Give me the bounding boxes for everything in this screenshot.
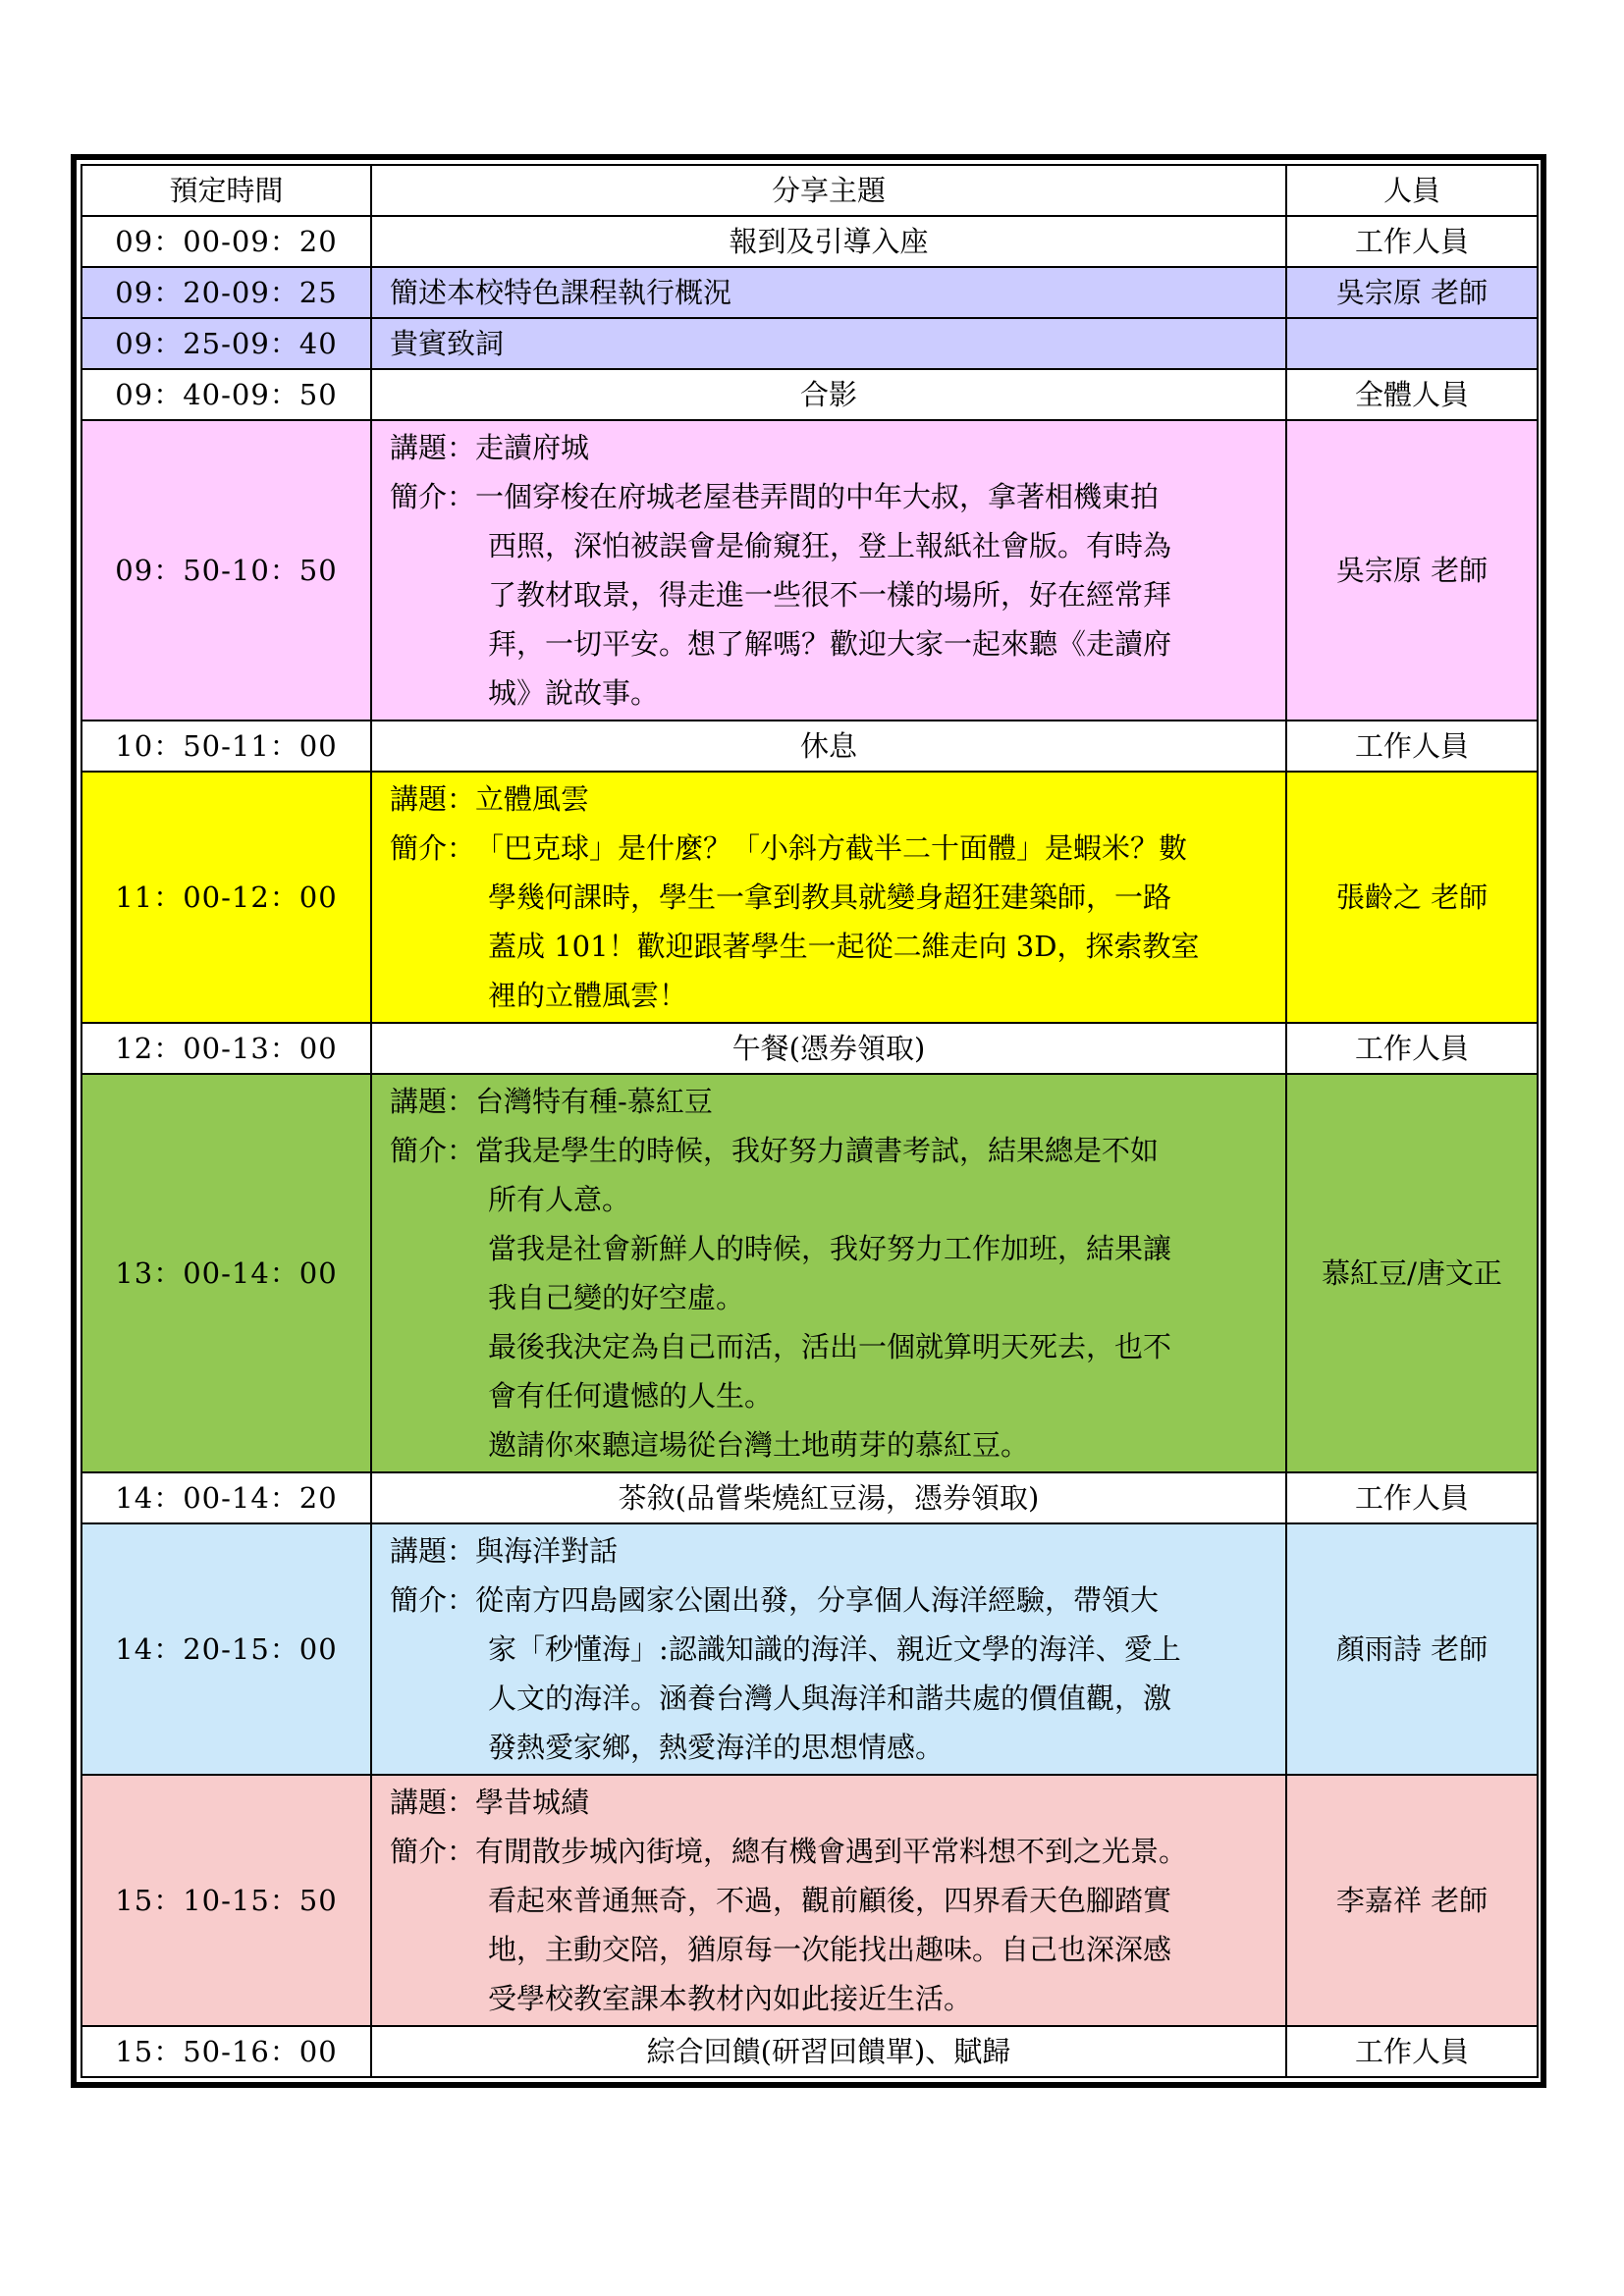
topic-cell: 綜合回饋(研習回饋單)、賦歸 [371,2026,1286,2077]
person-cell: 工作人員 [1286,1472,1538,1523]
intro-first-line: 當我是學生的時候，我好努力讀書考試，結果總是不如 [475,1134,1160,1167]
intro-line: 我自己變的好空虛。 [488,1281,745,1314]
person-cell: 工作人員 [1286,1023,1538,1074]
session-detail-cell [371,1523,1286,1775]
person-cell: 全體人員 [1286,369,1538,420]
topic-cell: 午餐(憑券領取) [371,1023,1286,1074]
header-person: 人員 [1286,165,1538,216]
topic-cell: 貴賓致詞 [371,318,1286,369]
table-row [81,1023,1538,1074]
time-cell: 10：50-11：00 [81,721,371,772]
time-cell: 09：20-09：25 [81,267,371,318]
session-title [390,1077,1272,1126]
table-row [81,267,1538,318]
time-cell: 15：10-15：50 [81,1775,371,2026]
title-text: 與海洋對話 [475,1534,619,1568]
intro-label: 簡介： [390,1583,476,1617]
intro-first-line: 從南方四島國家公園出發，分享個人海洋經驗，帶領大 [475,1583,1160,1617]
person-cell: 工作人員 [1286,216,1538,267]
schedule-frame [71,154,1546,2088]
topic-cell: 茶敘(品嘗柴燒紅豆湯，憑券領取) [371,1472,1286,1523]
table-row [81,1074,1538,1472]
intro-line: 所有人意。 [488,1183,631,1216]
session-detail-cell [371,1775,1286,2026]
title-text: 台灣特有種-慕紅豆 [475,1085,713,1118]
intro-first-line: 一個穿梭在府城老屋巷弄間的中年大叔，拿著相機東拍 [475,480,1160,513]
table-row [81,1775,1538,2026]
table-row [81,318,1538,369]
person-cell: 吳宗原 老師 [1286,267,1538,318]
intro-line: 學幾何課時，學生一拿到教具就變身超狂建築師，一路 [488,881,1172,914]
person-cell [1286,318,1538,369]
table-header-row [81,165,1538,216]
session-title [390,1778,1272,1827]
session-detail-cell [371,1074,1286,1472]
intro-label: 簡介： [390,1835,476,1868]
session-title [390,1526,1272,1575]
header-time: 預定時間 [81,165,371,216]
intro-line: 蓋成 101！歡迎跟著學生一起從二維走向 3D，探索教室 [488,930,1200,963]
session-intro [390,1827,1272,1876]
time-cell: 14：00-14：20 [81,1472,371,1523]
title-label: 講題： [390,782,476,816]
title-label: 講題： [390,1534,476,1568]
time-cell: 15：50-16：00 [81,2026,371,2077]
intro-line: 了教材取景，得走進一些很不一樣的場所，好在經常拜 [488,578,1172,612]
session-intro [390,1126,1272,1175]
topic-cell: 報到及引導入座 [371,216,1286,267]
person-cell: 慕紅豆/唐文正 [1286,1074,1538,1472]
time-cell: 09：00-09：20 [81,216,371,267]
time-cell: 14：20-15：00 [81,1523,371,1775]
table-row [81,1523,1538,1775]
intro-line: 會有任何遺憾的人生。 [488,1379,774,1413]
intro-first-line: 「巴克球」是什麼？「小斜方截半二十面體」是蝦米？數 [475,831,1188,865]
title-label: 講題： [390,1786,476,1819]
intro-line: 家「秒懂海」:認識知識的海洋、親近文學的海洋、愛上 [488,1632,1181,1666]
intro-line: 城》說故事。 [488,676,660,710]
person-cell: 吳宗原 老師 [1286,420,1538,721]
time-cell: 09：25-09：40 [81,318,371,369]
intro-line: 發熱愛家鄉，熱愛海洋的思想情感。 [488,1731,945,1764]
intro-line: 西照，深怕被誤會是偷窺狂，登上報紙社會版。有時為 [488,529,1172,562]
table-row [81,772,1538,1023]
header-topic: 分享主題 [371,165,1286,216]
title-label: 講題： [390,431,476,464]
person-cell: 顏雨詩 老師 [1286,1523,1538,1775]
intro-first-line: 有閒散步城內街境，總有機會遇到平常料想不到之光景。 [475,1835,1188,1868]
session-intro [390,1575,1272,1625]
session-detail-cell [371,772,1286,1023]
person-cell: 工作人員 [1286,721,1538,772]
intro-line: 拜，一切平安。想了解嗎？歡迎大家一起來聽《走讀府 [488,627,1172,661]
time-cell: 09：50-10：50 [81,420,371,721]
table-row [81,721,1538,772]
time-cell: 09：40-09：50 [81,369,371,420]
session-intro [390,824,1272,873]
table-row [81,2026,1538,2077]
intro-line: 邀請你來聽這場從台灣土地萌芽的慕紅豆。 [488,1428,1030,1462]
time-cell: 11：00-12：00 [81,772,371,1023]
session-intro [390,472,1272,521]
topic-cell: 合影 [371,369,1286,420]
topic-cell: 簡述本校特色課程執行概況 [371,267,1286,318]
intro-line: 地，主動交陪，猶原每一次能找出趣味。自己也深深感 [488,1933,1172,1966]
schedule-table [81,164,1539,2078]
title-text: 學昔城績 [475,1786,590,1819]
session-detail-cell [371,420,1286,721]
person-cell: 張齡之 老師 [1286,772,1538,1023]
session-title [390,774,1272,824]
intro-label: 簡介： [390,480,476,513]
intro-line: 當我是社會新鮮人的時候，我好努力工作加班，結果讓 [488,1232,1172,1265]
time-cell: 13：00-14：00 [81,1074,371,1472]
intro-line: 人文的海洋。涵養台灣人與海洋和諧共處的價值觀，激 [488,1682,1172,1715]
title-text: 走讀府城 [475,431,590,464]
intro-label: 簡介： [390,1134,476,1167]
title-text: 立體風雲 [475,782,590,816]
table-row [81,1472,1538,1523]
session-title [390,423,1272,472]
table-row [81,216,1538,267]
title-label: 講題： [390,1085,476,1118]
intro-line: 受學校教室課本教材內如此接近生活。 [488,1982,973,2015]
topic-cell: 休息 [371,721,1286,772]
intro-label: 簡介： [390,831,476,865]
table-row [81,369,1538,420]
person-cell: 工作人員 [1286,2026,1538,2077]
table-row [81,420,1538,721]
person-cell: 李嘉祥 老師 [1286,1775,1538,2026]
intro-line: 最後我決定為自己而活，活出一個就算明天死去，也不 [488,1330,1172,1363]
intro-line: 裡的立體風雲！ [488,979,688,1012]
intro-line: 看起來普通無奇，不過，觀前顧後，四界看天色腳踏實 [488,1884,1172,1917]
time-cell: 12：00-13：00 [81,1023,371,1074]
